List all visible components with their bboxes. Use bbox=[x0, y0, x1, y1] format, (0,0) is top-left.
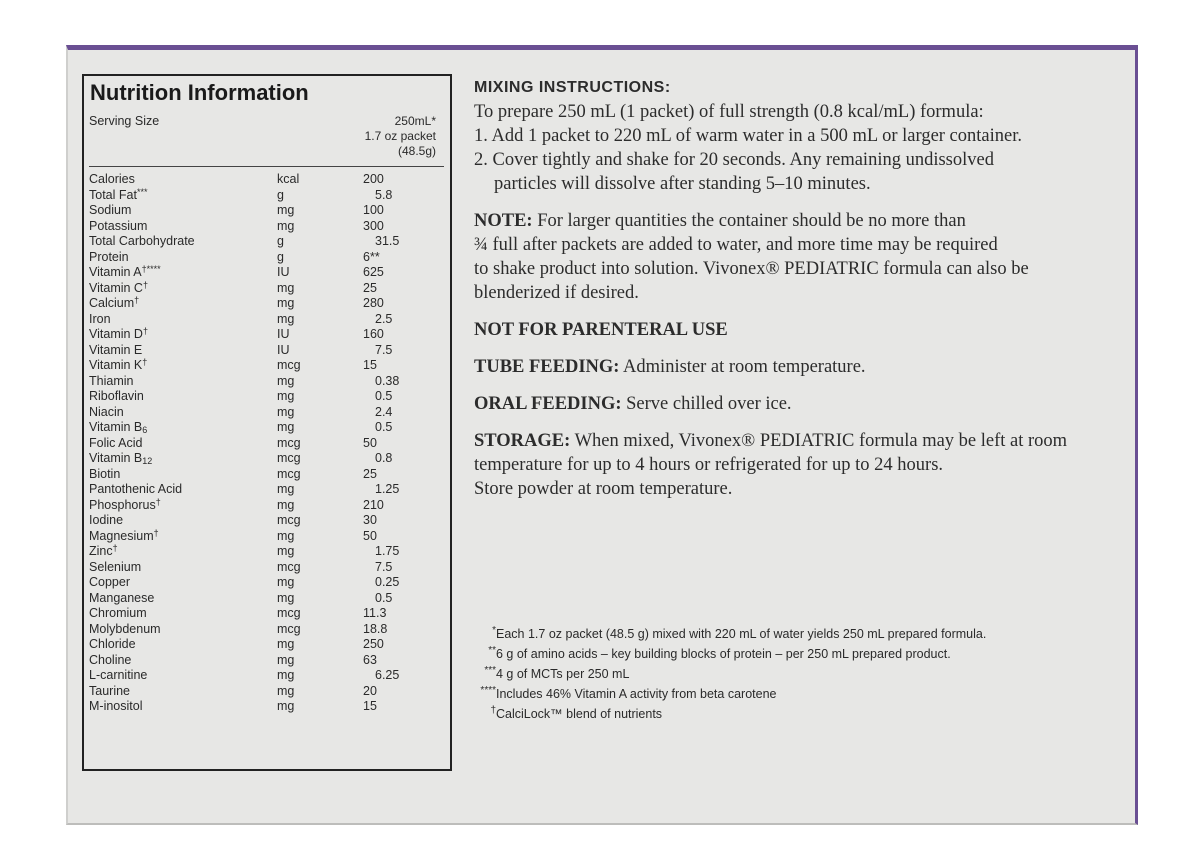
serving-divider bbox=[89, 166, 444, 167]
mixing-step-2-cont: particles will dissolve after standing 5–10 minutes. bbox=[494, 174, 871, 194]
nutrient-name bbox=[89, 653, 131, 669]
nutrient-unit: mg bbox=[277, 683, 295, 698]
table-row bbox=[89, 482, 449, 498]
nutrient-value: 2.4 bbox=[375, 404, 393, 419]
nutrient-name-text: Pantothenic Acid bbox=[89, 482, 183, 496]
nutrient-name bbox=[89, 575, 130, 591]
note-text-1: For larger quantities the container should be no more than bbox=[532, 211, 966, 231]
nutrient-value: 31.5 bbox=[375, 234, 400, 248]
nutrient-unit: mg bbox=[277, 575, 295, 589]
table-row bbox=[89, 684, 449, 700]
nutrient-value: 0.8 bbox=[375, 451, 393, 465]
nutrient-unit: mg bbox=[277, 590, 295, 605]
nutrient-footnote-mark: † bbox=[112, 543, 118, 553]
nutrient-name bbox=[89, 467, 120, 483]
note-line-1 bbox=[474, 209, 1114, 233]
nutrient-name-text: Potassium bbox=[89, 218, 148, 233]
nutrient-value: 1.75 bbox=[375, 544, 400, 558]
nutrient-value: 160 bbox=[363, 327, 384, 341]
table-row bbox=[89, 343, 449, 359]
nutrient-subscript: 6 bbox=[142, 425, 148, 435]
nutrient-unit: mg bbox=[277, 280, 295, 295]
footnotes bbox=[474, 624, 1094, 724]
footnote-mark: ** bbox=[488, 645, 496, 656]
nutrient-value: 625 bbox=[363, 265, 384, 279]
footnote-item bbox=[474, 624, 1094, 644]
nutrient-value: 50 bbox=[363, 435, 377, 450]
nutrition-title: Nutrition Information bbox=[90, 80, 309, 105]
nutrient-name-text: Riboflavin bbox=[89, 389, 144, 403]
nutrient-name bbox=[89, 498, 161, 514]
nutrient-name bbox=[89, 560, 141, 576]
table-row bbox=[89, 219, 449, 235]
nutrient-name-text: Iron bbox=[89, 311, 111, 326]
nutrient-unit: mg bbox=[277, 420, 295, 434]
nutrient-name bbox=[89, 219, 147, 235]
nutrition-information-box bbox=[82, 74, 452, 771]
footnote-text: CalciLock™ blend of nutrients bbox=[496, 707, 663, 721]
nutrient-unit: mg bbox=[277, 652, 295, 667]
nutrient-name bbox=[89, 312, 111, 328]
nutrient-unit: g bbox=[277, 187, 284, 202]
nutrient-name-text: Chloride bbox=[89, 637, 136, 651]
nutrient-name-text: Vitamin K bbox=[89, 358, 143, 372]
table-row bbox=[89, 544, 449, 560]
nutrient-value: 7.5 bbox=[375, 559, 393, 574]
table-row bbox=[89, 420, 449, 436]
nutrient-unit: kcal bbox=[277, 172, 300, 186]
table-row bbox=[89, 389, 449, 405]
tube-feeding-text: Administer at room temperature. bbox=[619, 357, 866, 377]
oral-feeding bbox=[474, 392, 1114, 416]
oral-feeding-label: ORAL FEEDING: bbox=[474, 394, 622, 414]
nutrient-value: 0.5 bbox=[375, 420, 393, 434]
table-row bbox=[89, 467, 449, 483]
nutrient-value: 5.8 bbox=[375, 187, 393, 202]
note-line-4: blenderized if desired. bbox=[474, 283, 639, 303]
nutrient-name-text: Vitamin B bbox=[89, 420, 143, 434]
nutrient-name bbox=[89, 436, 143, 452]
nutrient-unit: mcg bbox=[277, 451, 301, 465]
nutrient-value: 0.5 bbox=[375, 590, 393, 605]
nutrient-unit: mcg bbox=[277, 606, 301, 620]
nutrient-value: 300 bbox=[363, 218, 384, 233]
table-row bbox=[89, 172, 449, 188]
nutrient-name-text: Manganese bbox=[89, 590, 155, 605]
table-row bbox=[89, 668, 449, 684]
nutrient-value: 200 bbox=[363, 172, 384, 186]
nutrient-unit: mg bbox=[277, 218, 295, 233]
nutrient-unit: mg bbox=[277, 389, 295, 403]
footnote-mark: *** bbox=[484, 665, 496, 676]
nutrient-name bbox=[89, 482, 182, 498]
serving-packet: 1.7 oz packet bbox=[364, 129, 436, 143]
nutrient-name-text: Vitamin C bbox=[89, 280, 143, 295]
nutrient-value: 1.25 bbox=[375, 482, 400, 496]
nutrient-name-text: Iodine bbox=[89, 513, 124, 527]
storage-line-3: Store powder at room temperature. bbox=[474, 479, 733, 499]
nutrient-value: 11.3 bbox=[363, 606, 387, 620]
nutrient-subscript: 12 bbox=[142, 456, 153, 466]
oral-feeding-text: Serve chilled over ice. bbox=[621, 394, 792, 414]
nutrient-name-text: Calories bbox=[89, 172, 135, 186]
nutrient-name bbox=[89, 358, 147, 374]
table-row bbox=[89, 281, 449, 297]
footnote-mark: † bbox=[490, 705, 496, 716]
nutrient-value: 250 bbox=[363, 637, 384, 651]
nutrient-footnote-mark: † bbox=[142, 279, 148, 290]
footnote-text: Includes 46% Vitamin A activity from beta carotene bbox=[496, 687, 777, 701]
nutrient-name bbox=[89, 591, 154, 607]
nutrient-name bbox=[89, 374, 133, 390]
nutrient-footnote-mark: †**** bbox=[141, 264, 161, 274]
table-row bbox=[89, 622, 449, 638]
note-line-2: ¾ full after packets are added to water, and more time may be required bbox=[474, 235, 998, 255]
nutrient-unit: g bbox=[277, 249, 284, 264]
nutrient-footnote-mark: † bbox=[142, 357, 148, 367]
nutrient-unit: mcg bbox=[277, 513, 301, 527]
table-row bbox=[89, 653, 449, 669]
nutrient-name bbox=[89, 684, 130, 700]
nutrient-footnote-mark: † bbox=[155, 496, 161, 507]
nutrient-name-text: Sodium bbox=[89, 203, 132, 217]
nutrient-name bbox=[89, 250, 129, 266]
table-row bbox=[89, 358, 449, 374]
nutrient-value: 0.5 bbox=[375, 389, 393, 403]
nutrient-value: 2.5 bbox=[375, 311, 393, 326]
nutrient-unit: mg bbox=[277, 296, 295, 310]
nutrient-name bbox=[89, 188, 147, 204]
nutrient-name-text: Thiamin bbox=[89, 373, 134, 388]
nutrient-unit: mg bbox=[277, 699, 295, 713]
nutrient-name-text: Folic Acid bbox=[89, 435, 143, 450]
nutrient-unit: mg bbox=[277, 544, 295, 558]
nutrient-value: 6** bbox=[363, 249, 380, 264]
nutrient-name-text: Zinc bbox=[89, 544, 113, 558]
nutrient-value: 0.25 bbox=[375, 575, 400, 589]
nutrient-unit: mcg bbox=[277, 559, 301, 574]
nutrient-name bbox=[89, 668, 147, 684]
table-row bbox=[89, 374, 449, 390]
serving-size-label: Serving Size bbox=[89, 114, 160, 128]
nutrient-value: 15 bbox=[363, 358, 377, 372]
nutrient-unit: mcg bbox=[277, 358, 301, 372]
nutrient-value: 30 bbox=[363, 513, 377, 527]
table-row bbox=[89, 529, 449, 545]
table-row bbox=[89, 591, 449, 607]
nutrient-name-text: Choline bbox=[89, 652, 132, 667]
table-row bbox=[89, 405, 449, 421]
product-label-panel bbox=[66, 45, 1138, 825]
table-row bbox=[89, 265, 449, 281]
nutrient-value: 280 bbox=[363, 296, 384, 310]
tube-feeding bbox=[474, 355, 1114, 379]
nutrient-name bbox=[89, 296, 139, 312]
nutrient-name-text: Vitamin E bbox=[89, 342, 143, 357]
nutrient-name bbox=[89, 637, 136, 653]
mixing-intro: To prepare 250 mL (1 packet) of full strength (0.8 kcal/mL) formula: bbox=[474, 102, 984, 122]
nutrient-value: 0.38 bbox=[375, 373, 400, 388]
nutrient-name-text: Copper bbox=[89, 575, 130, 589]
nutrient-table bbox=[89, 172, 449, 715]
nutrient-name bbox=[89, 529, 159, 545]
nutrient-footnote-mark: † bbox=[153, 527, 159, 538]
nutrient-unit: IU bbox=[277, 265, 290, 279]
table-row bbox=[89, 498, 449, 514]
table-row bbox=[89, 575, 449, 591]
nutrient-name bbox=[89, 234, 195, 250]
table-row bbox=[89, 451, 449, 467]
nutrient-value: 50 bbox=[363, 528, 377, 543]
nutrient-value: 20 bbox=[363, 683, 377, 698]
nutrient-name-text: Vitamin D bbox=[89, 327, 143, 341]
nutrient-unit: g bbox=[277, 234, 284, 248]
footnote-text: 6 g of amino acids – key building blocks of protein – per 250 mL prepared product. bbox=[496, 647, 951, 661]
nutrient-value: 63 bbox=[363, 652, 377, 667]
nutrient-unit: mg bbox=[277, 373, 295, 388]
table-row bbox=[89, 699, 449, 715]
instructions-column bbox=[474, 76, 1114, 501]
table-row bbox=[89, 312, 449, 328]
nutrient-name-text: Chromium bbox=[89, 606, 147, 620]
nutrient-name bbox=[89, 343, 142, 359]
storage-text-1: When mixed, Vivonex® PEDIATRIC formula may be left at room bbox=[570, 431, 1068, 451]
nutrient-unit: mg bbox=[277, 404, 295, 419]
nutrient-name bbox=[89, 451, 152, 467]
table-row bbox=[89, 513, 449, 529]
nutrient-name bbox=[89, 699, 143, 715]
nutrient-unit: IU bbox=[277, 327, 290, 341]
footnote-item bbox=[474, 644, 1094, 664]
storage-label: STORAGE: bbox=[474, 431, 571, 451]
nutrient-name-text: L-carnitine bbox=[89, 668, 148, 682]
nutrient-name-text: Magnesium bbox=[89, 528, 154, 543]
nutrient-name-text: Taurine bbox=[89, 683, 130, 698]
mixing-heading: MIXING INSTRUCTIONS: bbox=[474, 79, 671, 96]
nutrient-value: 210 bbox=[363, 497, 384, 512]
nutrient-name bbox=[89, 203, 131, 219]
nutrient-unit: IU bbox=[277, 342, 290, 357]
tube-feeding-label: TUBE FEEDING: bbox=[474, 357, 620, 377]
nutrient-value: 25 bbox=[363, 280, 377, 295]
nutrient-name bbox=[89, 544, 118, 560]
nutrient-value: 6.25 bbox=[375, 668, 400, 682]
nutrient-name-text: Vitamin B bbox=[89, 451, 143, 465]
nutrient-name bbox=[89, 389, 144, 405]
nutrient-name-text: Selenium bbox=[89, 559, 142, 574]
nutrient-value: 100 bbox=[363, 203, 384, 217]
table-row bbox=[89, 234, 449, 250]
nutrient-unit: mcg bbox=[277, 621, 301, 636]
footnote-mark: **** bbox=[480, 685, 496, 696]
table-row bbox=[89, 606, 449, 622]
nutrient-name bbox=[89, 281, 148, 297]
table-row bbox=[89, 250, 449, 266]
nutrient-unit: mg bbox=[277, 528, 295, 543]
nutrient-unit: mcg bbox=[277, 466, 301, 481]
nutrient-footnote-mark: *** bbox=[136, 186, 148, 197]
table-row bbox=[89, 560, 449, 576]
nutrient-name-text: Total Fat bbox=[89, 187, 137, 202]
nutrient-name bbox=[89, 327, 148, 343]
nutrient-name-text: M-inositol bbox=[89, 699, 143, 713]
table-row bbox=[89, 203, 449, 219]
nutrient-footnote-mark: † bbox=[142, 326, 148, 336]
serving-size-values bbox=[365, 114, 436, 159]
nutrient-value: 25 bbox=[363, 466, 377, 481]
nutrient-unit: mg bbox=[277, 311, 295, 326]
storage-line-1 bbox=[474, 429, 1114, 453]
nutrient-unit: mcg bbox=[277, 435, 301, 450]
storage-line-2: temperature for up to 4 hours or refrigerated for up to 24 hours. bbox=[474, 455, 944, 475]
nutrient-name bbox=[89, 606, 147, 622]
note-label: NOTE: bbox=[474, 211, 533, 231]
nutrient-unit: mg bbox=[277, 482, 295, 496]
table-row bbox=[89, 188, 449, 204]
nutrient-name bbox=[89, 172, 135, 188]
nutrient-name-text: Protein bbox=[89, 249, 129, 264]
nutrient-name bbox=[89, 265, 161, 281]
nutrient-value: 7.5 bbox=[375, 342, 393, 357]
table-row bbox=[89, 296, 449, 312]
nutrient-name-text: Niacin bbox=[89, 404, 124, 419]
footnote-text: 4 g of MCTs per 250 mL bbox=[496, 667, 630, 681]
nutrient-name-text: Calcium bbox=[89, 296, 135, 310]
footnote-item bbox=[474, 664, 1094, 684]
footnote-item bbox=[474, 684, 1094, 704]
nutrient-unit: mg bbox=[277, 203, 295, 217]
footnote-mark: * bbox=[492, 625, 496, 636]
nutrient-name bbox=[89, 513, 123, 529]
mixing-step-2: 2. Cover tightly and shake for 20 seconds. Any remaining undissolved bbox=[474, 150, 994, 170]
table-row bbox=[89, 436, 449, 452]
nutrient-name-text: Biotin bbox=[89, 466, 121, 481]
nutrient-unit: mg bbox=[277, 668, 295, 682]
table-row bbox=[89, 327, 449, 343]
nutrient-name-text: Molybdenum bbox=[89, 621, 161, 636]
nutrient-name bbox=[89, 420, 147, 436]
nutrient-name-text: Phosphorus bbox=[89, 497, 156, 512]
nutrient-unit: mg bbox=[277, 497, 295, 512]
nutrient-name bbox=[89, 405, 124, 421]
footnote-text: Each 1.7 oz packet (48.5 g) mixed with 220 mL of water yields 250 mL prepared formula. bbox=[496, 627, 987, 641]
nutrient-footnote-mark: † bbox=[134, 295, 140, 305]
table-row bbox=[89, 637, 449, 653]
footnote-item bbox=[474, 704, 1094, 724]
nutrient-unit: mg bbox=[277, 637, 295, 651]
parenteral-warning: NOT FOR PARENTERAL USE bbox=[474, 320, 728, 340]
nutrient-name-text: Vitamin A bbox=[89, 265, 142, 279]
mixing-step-1: 1. Add 1 packet to 220 mL of warm water in a 500 mL or larger container. bbox=[474, 126, 1022, 146]
nutrient-value: 18.8 bbox=[363, 621, 388, 636]
nutrient-value: 15 bbox=[363, 699, 377, 713]
note-line-3: to shake product into solution. Vivonex® PEDIATRIC formula can also be bbox=[474, 259, 1029, 279]
nutrient-name bbox=[89, 622, 161, 638]
serving-volume: 250mL* bbox=[394, 114, 436, 128]
nutrient-name-text: Total Carbohydrate bbox=[89, 234, 195, 248]
serving-weight: (48.5g) bbox=[397, 144, 436, 158]
